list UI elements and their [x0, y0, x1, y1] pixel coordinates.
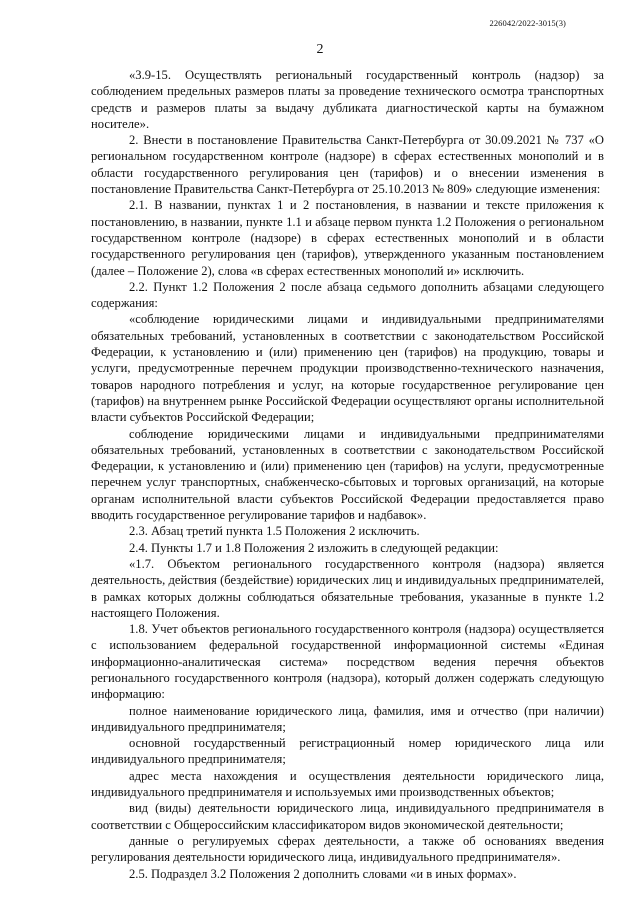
document-registration-code: 226042/2022-3015(3) — [489, 18, 566, 28]
paragraph-item-2: 2. Внести в постановление Правительства Санкт-Петербурга от 30.09.2021 № 737 «О региональном государственном контроле (надзоре) в сферах естественных монополий и в области государственного регулирования цен (тарифов) и о внесении изменения в постановление Правительства Санкт-Петербурга от 25.10.2013 № 809» следующие изменения: — [91, 133, 604, 197]
document-body — [91, 67, 604, 882]
paragraph-item-2-4: 2.4. Пункты 1.7 и 1.8 Положения 2 изложить в следующей редакции: — [129, 540, 499, 555]
paragraph-item-2-1: 2.1. В названии, пунктах 1 и 2 постановления, в названии и тексте приложения к постановлению, в названии, пункте 1.1 и абзаце первом пункта 1.2 Положения о региональном государственном контроле (надзоре) в сферах естественных монополий и в области государственного регулирования цен (тарифов), утвержденного указанным постановлением (далее – Положение 2), слова «в сферах естественных монополий и» исключить. — [91, 198, 604, 278]
paragraph-quote-compliance-1: «соблюдение юридическими лицами и индивидуальными предпринимателями обязательных требований, установленных в соответствии с законодательством Российской Федерации, к установлению и (или) применению цен (тарифов) на продукцию, товары и услуги, предусмотренные перечнем продукции производственно-технического назначения, товаров народного потребления и услуг, на которые государственное регулирование цен (тарифов) на внутреннем рынке Российской Федерации осуществляют органы исполнительной власти субъектов Российской Федерации; — [91, 312, 604, 425]
paragraph-clause-1-8: 1.8. Учет объектов регионального государственного контроля (надзора) осуществляется с использованием федеральной государственной информационной системы «Единая информационно-аналитическая система» посредством ведения перечня объектов регионального государственного контроля (надзора), который должен содержать следующую информацию: — [91, 622, 604, 702]
paragraph-list-item-name: полное наименование юридического лица, фамилия, имя и отчество (при наличии) индивидуального предпринимателя; — [91, 703, 604, 734]
paragraph-item-2-5: 2.5. Подраздел 3.2 Положения 2 дополнить словами «и в иных формах». — [129, 866, 517, 881]
paragraph-list-item-address: адрес места нахождения и осуществления деятельности юридического лица, индивидуального предпринимателя и используемых ими производственных объектов; — [91, 768, 604, 800]
paragraph-clause-3-9-15: «3.9-15. Осуществлять региональный государственный контроль (надзор) за соблюдением предельных размеров платы за проведение технического осмотра транспортных средств и размеров платы за выдачу дубликата диагностической карты на бумажном носителе». — [91, 68, 604, 131]
paragraph-quote-compliance-2: соблюдение юридическими лицами и индивидуальными предпринимателями обязательных требований, установленных в соответствии с законодательством Российской Федерации, к установлению и (или) применению цен (тарифов) на услуги, предусмотренные перечнем услуг транспортных, снабженческо-сбытовых и торговых организаций, на которые органам исполнительной власти субъектов Российской Федерации предоставляется право вводить государственное регулирование тарифов и надбавок». — [91, 426, 604, 523]
page-number: 2 — [316, 42, 324, 57]
paragraph-list-item-activity: вид (виды) деятельности юридического лица, индивидуального предпринимателя в соответствии с Общероссийским классификатором видов экономической деятельности; — [91, 801, 604, 832]
paragraph-list-item-ogrn: основной государственный регистрационный номер юридического лица или индивидуального предпринимателя; — [91, 736, 604, 767]
paragraph-item-2-3: 2.3. Абзац третий пункта 1.5 Положения 2 исключить. — [129, 524, 420, 539]
paragraph-list-item-regulation: данные о регулируемых сферах деятельности, а также об основаниях введения регулирования деятельности юридического лица, индивидуального предпринимателя». — [91, 833, 604, 865]
paragraph-clause-1-7: «1.7. Объектом регионального государственного контроля (надзора) является деятельность, действия (бездействие) юридических лиц и индивидуальных предпринимателей, в рамках которых должны соблюдаться обязательные требования, указанные в пункте 1.2 настоящего Положения. — [91, 556, 604, 620]
paragraph-item-2-2: 2.2. Пункт 1.2 Положения 2 после абзаца седьмого дополнить абзацами следующего содержания: — [91, 279, 604, 311]
